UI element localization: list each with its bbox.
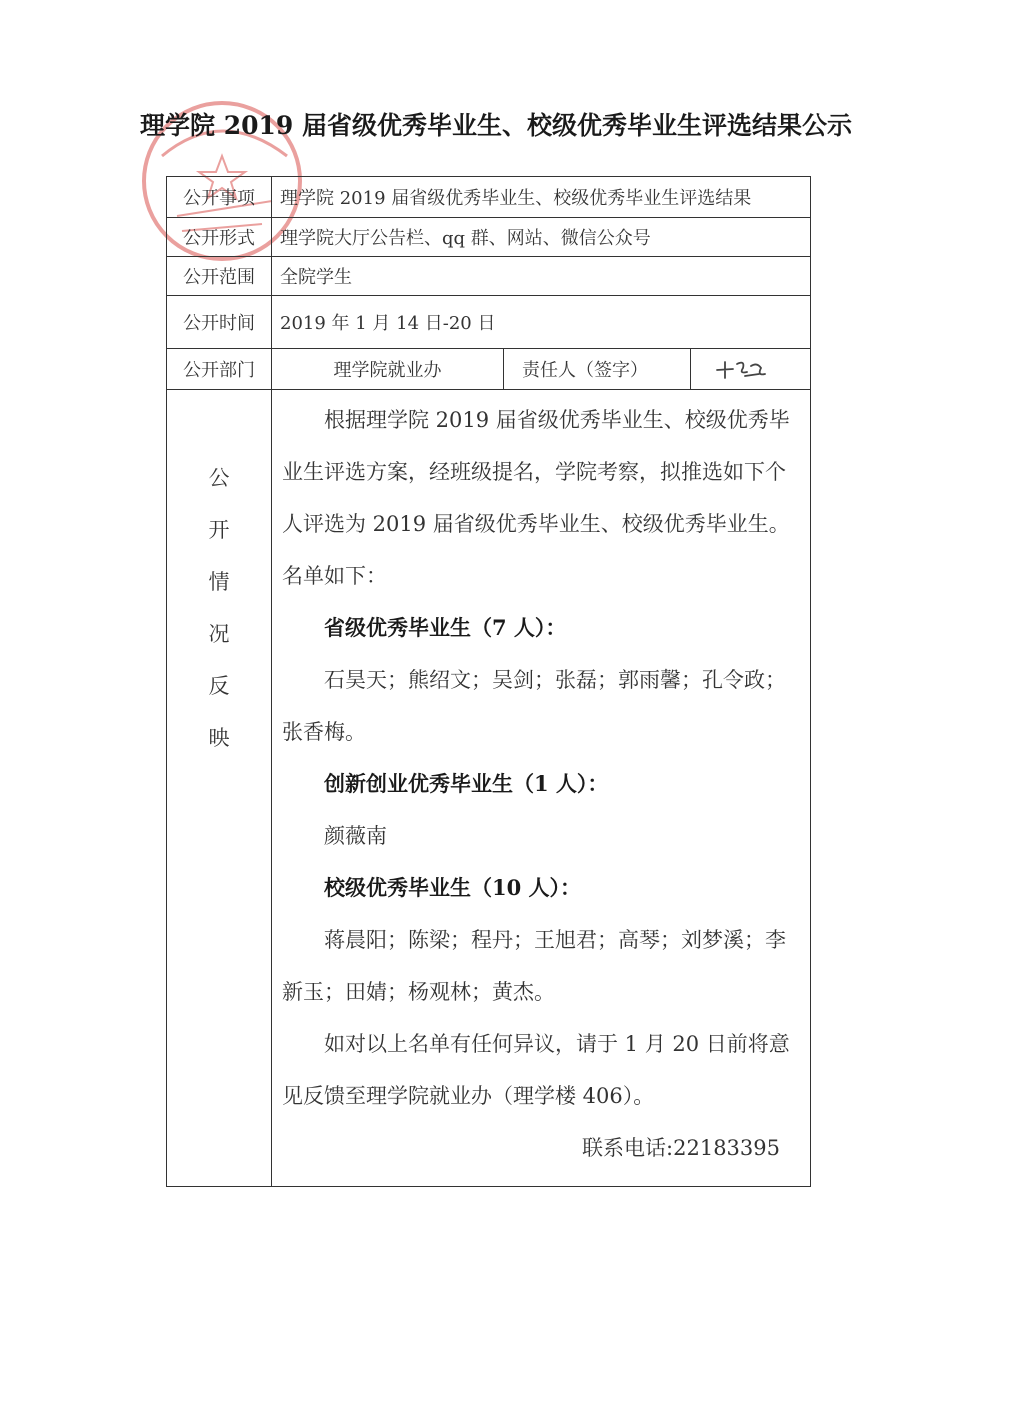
table-row [167, 349, 811, 390]
objection-paragraph: 如对以上名单有任何异议，请于 1 月 20 日前将意见反馈至理学院就业办（理学楼 406）。 [282, 1032, 790, 1108]
feedback-label-char: 反 [208, 674, 230, 698]
table-row [167, 296, 811, 349]
signature-icon [699, 354, 779, 384]
row-label: 公开范围 [167, 257, 272, 296]
dept-label: 公开部门 [167, 349, 272, 390]
feedback-label-char: 开 [208, 518, 230, 542]
contact-phone: 联系电话:22183395 [582, 1136, 780, 1160]
feedback-label-char: 情 [208, 570, 230, 594]
row-value: 理学院大厅公告栏、qq 群、网站、微信公众号 [272, 218, 811, 257]
row-value: 全院学生 [272, 257, 811, 296]
row-value: 理学院 2019 届省级优秀毕业生、校级优秀毕业生评选结果 [272, 177, 811, 218]
school-names: 蒋晨阳；陈梁；程丹；王旭君；高琴；刘梦溪；李新玉；田婧；杨观林；黄杰。 [282, 928, 786, 1004]
table-row [167, 390, 811, 1187]
row-label: 公开事项 [167, 177, 272, 218]
feedback-content [272, 390, 811, 1187]
row-value: 2019 年 1 月 14 日-20 日 [272, 296, 811, 349]
feedback-label-char: 映 [208, 726, 230, 750]
innovation-names: 颜薇南 [324, 824, 387, 848]
intro-paragraph: 根据理学院 2019 届省级优秀毕业生、校级优秀毕业生评选方案，经班级提名，学院考察，拟推选如下个人评选为 2019 届省级优秀毕业生、校级优秀毕业生。名单如下： [282, 408, 790, 588]
provincial-names: 石昊天；熊绍文；吴剑；张磊；郭雨馨；孔令政；张香梅。 [282, 668, 786, 744]
feedback-label-char: 况 [208, 622, 230, 646]
feedback-label [167, 390, 272, 1187]
disclosure-table [166, 176, 811, 1187]
feedback-label-char: 公 [208, 466, 230, 490]
signature-cell [691, 349, 811, 390]
innovation-heading: 创新创业优秀毕业生（1 人）： [324, 771, 609, 796]
responsible-label: 责任人（签字） [504, 349, 691, 390]
provincial-heading: 省级优秀毕业生（7 人）： [324, 615, 567, 640]
dept-value: 理学院就业办 [272, 349, 504, 390]
table-row [167, 257, 811, 296]
row-label: 公开时间 [167, 296, 272, 349]
school-heading: 校级优秀毕业生（10 人）： [324, 875, 582, 900]
table-row [167, 177, 811, 218]
page-title: 理学院 2019 届省级优秀毕业生、校级优秀毕业生评选结果公示 [140, 111, 852, 140]
row-label: 公开形式 [167, 218, 272, 257]
table-row [167, 218, 811, 257]
